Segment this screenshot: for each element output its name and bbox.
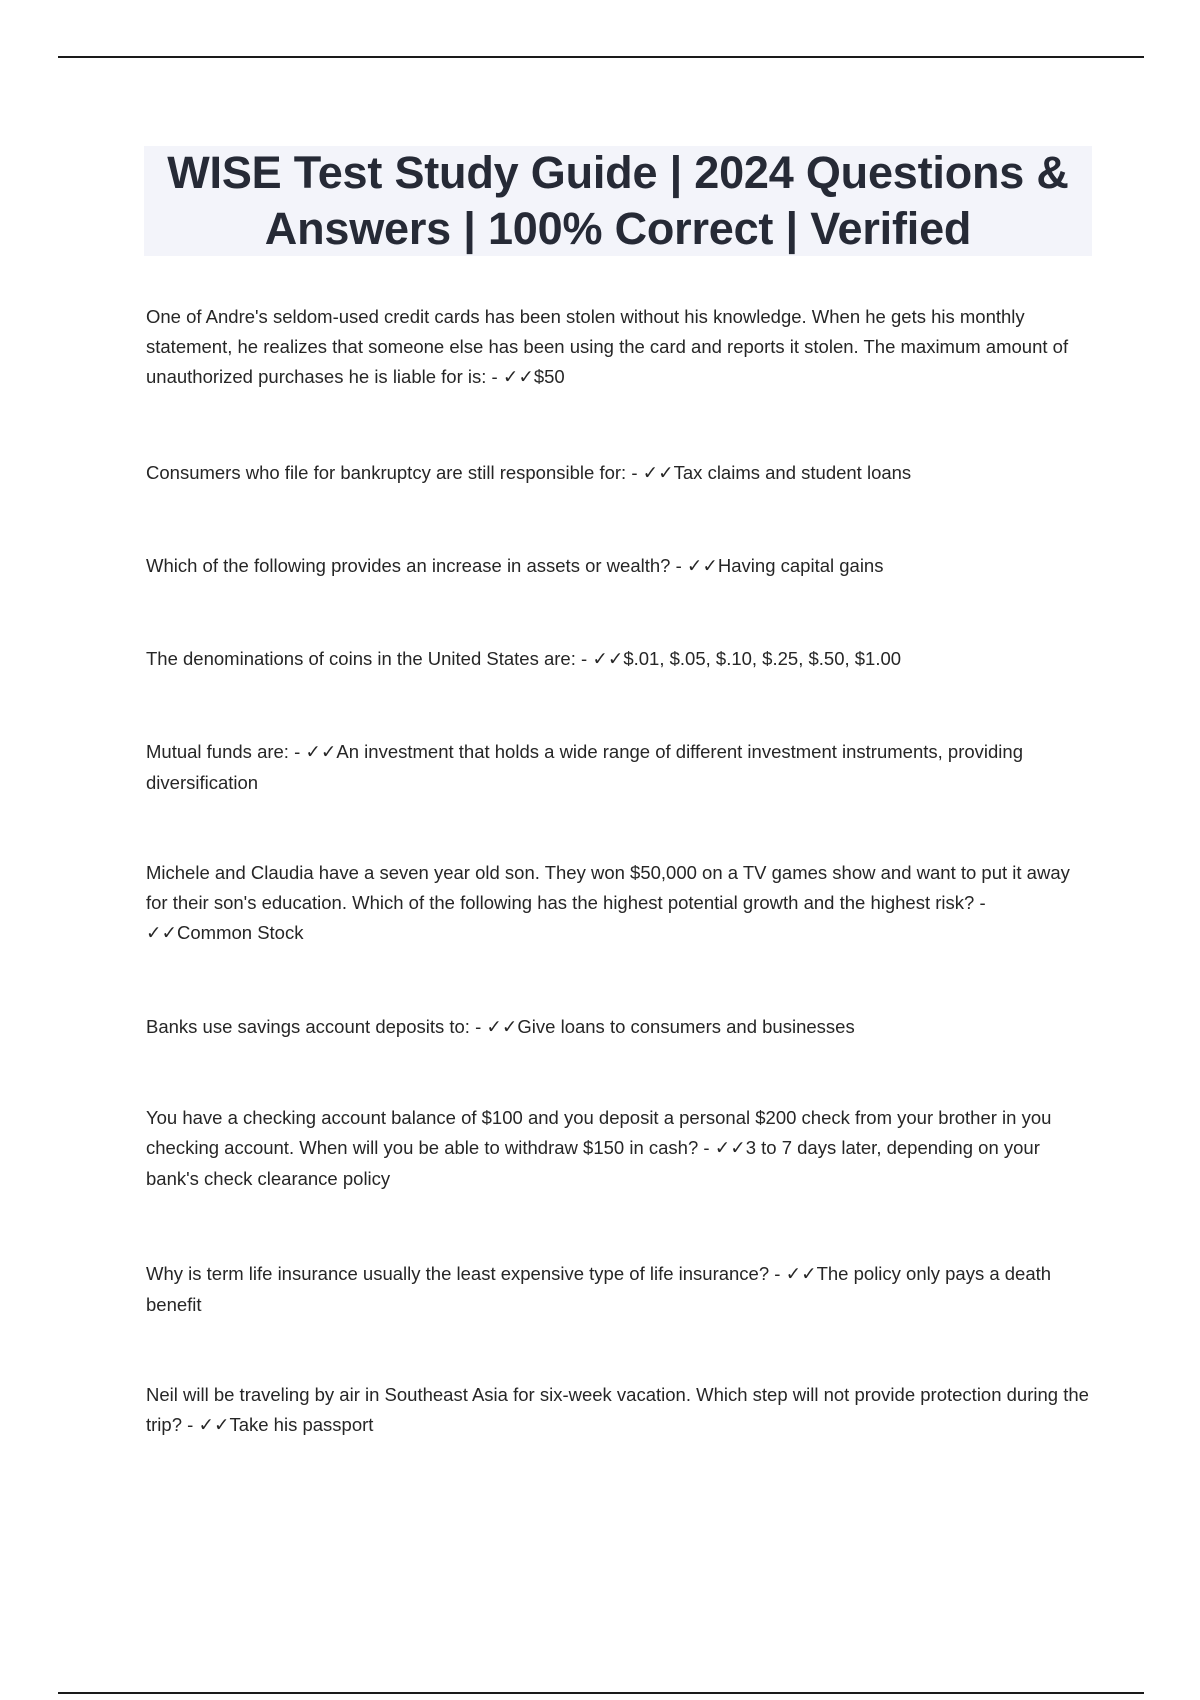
question-text: Neil will be traveling by air in Southeast Asia for six-week vacation. Which step will not provide protection during the trip? - bbox=[146, 1384, 1089, 1435]
answer-text: $50 bbox=[533, 366, 565, 387]
bottom-rule bbox=[58, 1692, 1144, 1694]
qa-item-8 bbox=[146, 1103, 1094, 1194]
answer-text: The policy only pays a death benefit bbox=[146, 1263, 1052, 1315]
qa-item-10 bbox=[146, 1380, 1094, 1441]
question-text: The denominations of coins in the United States are: - bbox=[146, 648, 593, 669]
check-icon: ✓✓ bbox=[146, 923, 178, 944]
answer-text: Having capital gains bbox=[717, 555, 884, 576]
check-icon: ✓✓ bbox=[714, 1138, 746, 1159]
question-text: Mutual funds are: - bbox=[146, 741, 306, 762]
question-text: Which of the following provides an increase in assets or wealth? - bbox=[146, 555, 687, 576]
qa-item-2 bbox=[146, 458, 1094, 489]
answer-text: Give loans to consumers and businesses bbox=[517, 1016, 855, 1037]
qa-item-4 bbox=[146, 644, 1094, 675]
qa-item-3 bbox=[146, 551, 1094, 582]
top-rule bbox=[58, 56, 1144, 58]
check-icon: ✓✓ bbox=[785, 1264, 817, 1285]
check-icon: ✓✓ bbox=[486, 1017, 518, 1038]
qa-item-5 bbox=[146, 737, 1094, 798]
question-text: Banks use savings account deposits to: - bbox=[146, 1016, 487, 1037]
question-text: One of Andre's seldom-used credit cards has been stolen without his knowledge. When he gets his monthly statement, he realizes that someone else has been using the card and reports it stolen. The maximum amount of unauthorized purchases he is liable for is: - bbox=[146, 306, 1069, 387]
check-icon: ✓✓ bbox=[642, 463, 674, 484]
answer-text: Tax claims and student loans bbox=[673, 462, 912, 483]
answer-text: An investment that holds a wide range of different investment instruments, providing diversification bbox=[146, 741, 1023, 793]
qa-item-6 bbox=[146, 858, 1094, 949]
check-icon: ✓✓ bbox=[198, 1415, 230, 1436]
question-text: Why is term life insurance usually the least expensive type of life insurance? - bbox=[146, 1263, 786, 1284]
answer-text: Take his passport bbox=[229, 1414, 374, 1435]
qa-item-9 bbox=[146, 1259, 1094, 1320]
check-icon: ✓✓ bbox=[686, 556, 718, 577]
question-text: Michele and Claudia have a seven year old son. They won $50,000 on a TV games show and want to put it away for their son's education. Which of the following has the highest potential growth and the highest risk? - bbox=[146, 862, 1070, 913]
page-title: WISE Test Study Guide | 2024 Questions & Answers | 100% Correct | Verified bbox=[167, 147, 1069, 254]
qa-item-1 bbox=[146, 302, 1094, 393]
answer-text: Common Stock bbox=[177, 922, 304, 943]
question-text: You have a checking account balance of $100 and you deposit a personal $200 check from your brother in you checking account. When will you be able to withdraw $150 in cash? - bbox=[146, 1107, 1052, 1158]
title-banner bbox=[144, 146, 1092, 256]
answer-text: 3 to 7 days later, depending on your bank's check clearance policy bbox=[146, 1137, 1040, 1189]
check-icon: ✓✓ bbox=[592, 649, 624, 670]
check-icon: ✓✓ bbox=[502, 367, 534, 388]
question-text: Consumers who file for bankruptcy are still responsible for: - bbox=[146, 462, 643, 483]
answer-text: $.01, $.05, $.10, $.25, $.50, $1.00 bbox=[623, 648, 902, 669]
qa-item-7 bbox=[146, 1012, 1094, 1043]
check-icon: ✓✓ bbox=[305, 742, 337, 763]
